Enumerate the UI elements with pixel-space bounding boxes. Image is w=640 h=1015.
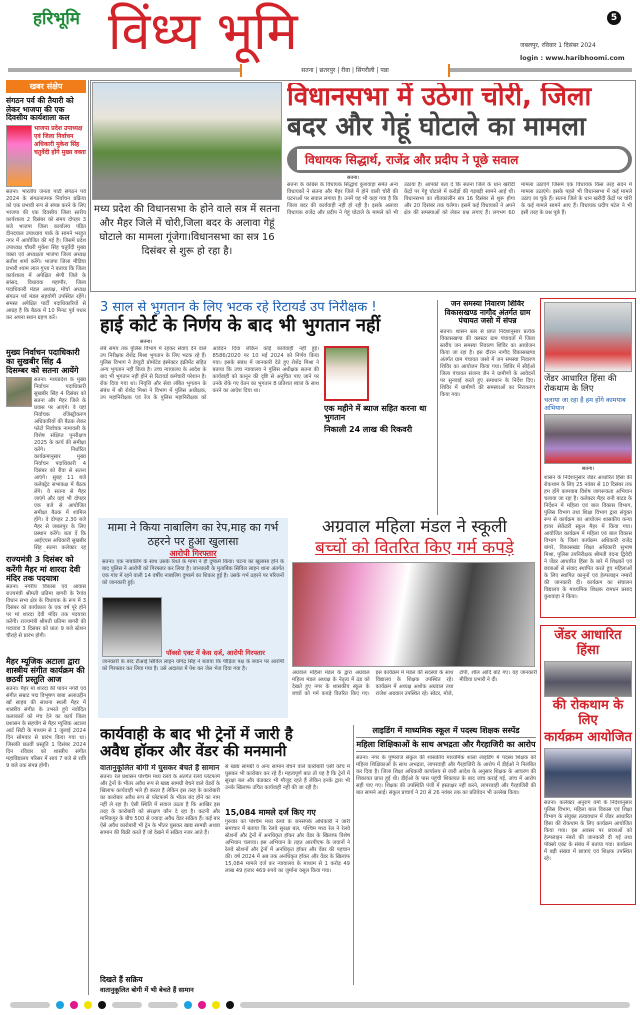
story4-box (540, 298, 636, 618)
story9-headline-1: लाइडिंग में माध्यमिक स्कूल में पदस्थ शिक्षक सस्पेंड (356, 726, 536, 738)
story3 (440, 300, 535, 515)
story8 (100, 726, 350, 994)
story7-caption-2: की रोकथाम के लिए (552, 697, 624, 728)
story3-headline: जन समस्या निवारण शिविर विकासखण्ड नागौद अंतर्गत ग्राम पंचायत जसो में संपन्न (444, 300, 531, 326)
assembly-photo (92, 82, 282, 200)
story6 (292, 517, 537, 720)
story8-subhead: वातानुकूलित बोगी में घुसकर बेचते हैं सामान (100, 763, 220, 772)
meeting-crowd-photo (544, 414, 632, 464)
story7-caption-3: कार्यक्रम आयोजित (544, 729, 632, 745)
brief-headline: मुख्य निर्वाचन पदाधिकारी का सुखबीर सिंह 4 दिसम्बर को सतना आयेंगे (6, 347, 80, 376)
lead-dateline: सतना। (347, 174, 360, 181)
brief-headline: मैहर म्यूजिक अटाला द्वारा शास्त्रीय संगीत कार्यक्रम की छठवीं प्रस्तुति आज (6, 657, 85, 685)
story5-photo (102, 597, 162, 657)
lead-headline-2: बदर और गेहूं घोटाले का मामला (287, 111, 586, 142)
story5-strap: आरोपी गिरफ्तार (169, 549, 217, 558)
story2-kicker: 3 साल से भुगतान के लिए भटक रहे रिटायर्ड उप निरीक्षक ! (100, 300, 377, 315)
column-divider (437, 300, 438, 515)
website-link[interactable]: login : www.haribhoomi.com (520, 54, 625, 62)
story5-subhead: पॉक्सो एक्ट में केस दर्ज, आरोपी गिरफ्तार (166, 648, 265, 657)
story4-dateline: सतना। (581, 466, 595, 472)
story2 (100, 300, 434, 513)
story8-headline-2: अवैध हॉकर और वेंडर की मनमानी (100, 742, 287, 761)
brief-body: सतना। मैहर मां शारदा की पावन नगरी एवं संगीत सम्राट पद्म विभूषण बाबा अलाउद्दीन खॉं साहब की साधना स्थली मैहर में शास्त्रीय संगीत के उभरते हुये नवोदित कलाकारों को मंच देने का कार्य जिला प्रशासन के सहयोग से मैहर म्यूजिक अटाला आर्ट सिटी के माध्यम से 1 जुलाई 2024 दिन सोमवार से प्रारंभ किया गया था। जिसकी छठवीं प्रस्तुति 1 दिसंबर 2024 दिन रविवार को शास्त्रीय संगीत महाविद्यालय परिसर में सायं 7 बजे से रात्रि 9 बजे तक संपन्न होगी। (6, 685, 86, 769)
story9-headline-2: महिला शिक्षिकाओं के साथ अभद्रता और गैरहाजिरी का आरोप (356, 738, 536, 752)
story6-body: अग्रवाल महिला मंडल के द्वारा अग्रवाल महिला मंडल अध्यक्ष के नेतृत्व में ठंड को देखते हुए नगर के शासकीय स्कूल के बच्चों को गर्म कपड़े वितरित किए गए। इस कार्यक्रम में मंडल की सदस्यों के साथ विद्यालय के शिक्षक उपस्थित रहे। कार्यक्रम में अध्यक्ष अशोक अग्रवाल तथा राजेश अग्रवाल उपस्थित रहे। स्वेटर, मोजे, टोपी, शॉल आदि बांटे गए। यह जानकारी मीडिया प्रभारी ने दी। (292, 670, 537, 697)
students-hall-photo (544, 748, 632, 798)
column-divider (353, 725, 354, 985)
story6-headline-1: अग्रवाल महिला मंडल ने स्कूली (322, 517, 507, 537)
story2-subhead: निकाली 24 लाख की रिकवरी (324, 425, 413, 435)
story8-subhead: दिखते हैं सक्रिय (100, 974, 143, 984)
lead-left-column (92, 82, 282, 290)
story9-body: सतना। नगर के पुष्पराज संकुल की शासकीय माध्यमिक शाला लाइडिंग में पदस्थ शिक्षक को महिला शिक्षिकाओं के साथ अभद्रता, लापरवाही और गैरहाजिरी के आरोप में डीईओ ने निलंबित कर दिया है। जिला शिक्षा अधिकारी कार्यालय से जारी आदेश के अनुसार शिक्षक के आचरण की शिकायत प्राप्त हुई थी। डीईओ के पास पहुंची शिकायत के बाद जांच कराई गई, जांच में आरोप सही पाए गए। शिक्षक की उपस्थिति पंजी में हस्ताक्षर नहीं करने, लापरवाही और गैरहाजिरी की बात सामने आई। संकुल प्राचार्य ने 20 से 26 नवंबर तक का प्रतिवेदन भी उल्लेख किया। (356, 755, 536, 797)
story3-body: सतना। शासन स्तर से प्राप्त निर्देशानुसार प्रत्येक विकासखण्ड की क्लस्टर ग्राम पंचायतों में जिला स्तरीय जन समस्या निवारण शिविर का आयोजन किया जा रहा है। इस दौरान नागौद विकासखण्ड अंतर्गत ग्राम पंचायत जसो में जन समस्या निवारण शिविर का आयोजन किया गया। शिविर में सीईओ जिला पंचायत संजना जैन ने ग्रामीणों के आवेदनों पर सुनवाई करते हुए समाधान के निर्देश दिए। शिविर में ग्रामीणों की समस्याओं का निराकरण किया गया। (440, 328, 535, 398)
lead-headline-1: विधानसभा में उठेगा चोरी, जिला (287, 83, 592, 112)
story8-headline-1: कार्यवाही के बाद भी ट्रेनों में जारी है (100, 726, 293, 743)
story2-dateline: सतना। (140, 338, 153, 345)
story8-body: सतना। रेल प्रशासन पश्चिम मध्य रेलवे के अंतर्गत रेलवे प्लेटफार्म और ट्रेनों के भीतर अवैध रूप से खाद्य सामग्री बेचने वाले वेंडरों के खिलाफ कार्यवाही भले ही करता है लेकिन इस तरह के कारोबारी का कारोबार अवैध रूप से प्लेटफार्म के भीतर बंद होने का नाम नहीं ले रहा है। ऐसी स्थिति में सवाल उठता है कि आखिर इस तरह के कारोबारी को संरक्षण कौन दे रहा है। कटनी और मानिकपुर के बीच 500 से ज्यादा अवैध वेंडर सक्रिय हैं। कई बार ऐसे अवैध कारोबारी भी ट्रेन के भीतर घुसकर खाद्य सामग्री अथवा सामान की बिक्री करते हैं जो देखने में सक्रिय नजर आते हैं। (100, 774, 220, 837)
story4-body: शासन के निर्देशानुसार जेंडर आधारित हिंसा की रोकथाम के लिए 25 नवंबर से 10 दिसंबर तक हम होंगे कामयाब विशेष जागरूकता अभियान चलाया जा रहा है। कलेक्टर मैहर रानी बाटड के निर्देशन में महिला एवं बाल विकास विभाग, पुलिस विभाग तथा शिक्षा विभाग द्वारा संयुक्त रूप से कार्यक्रम का आयोजन शासकीय कन्या हायर सेकेंडरी स्कूल मैहर में किया गया। आयोजित कार्यक्रम में महिला एवं बाल विकास विभाग के जिला कार्यक्रम अधिकारी राजेंद्र बांगरे, विकासखंड शिक्षा अधिकारी सुभाष मिश्रा, पुलिस उपनिरीक्षक श्रीमती वंदना द्विवेदी ने जेंडर आधारित हिंसा के बारे में शिक्षकों एवं छात्राओं से संवाद स्थापित करते हुए महिलाओं के लिए स्थापित कानूनों एवं हेल्पलाइन नम्बरों की जानकारी दी। कार्यक्रम का संचालन विद्यालय के माध्यमिक शिक्षक रामधन प्रसाद कुशवाहा ने किया। (544, 475, 632, 600)
story8-subhead: वातानुकूलित बोगी में भी बेचते हैं सामान (100, 985, 194, 994)
brief-body: सतना। नगरीय विकास एवं आवास राज्यमंत्री श्रीमती प्रतिमा बागरी के रैगांव विधान सभा क्षेत्र के विधायक के रूप में 3 दिसंबर को कार्यकाल के एक वर्ष पूरे होने पर मां शारदा देवी मंदिर तक पदयात्रा करेंगी। राज्यमंत्री श्रीमती प्रतिमा बागरी की पदयात्रा 3 दिसंबर को प्रातः 9 बजे स्टेशन चौराहे से प्रारंभ होगी। (6, 584, 86, 639)
print-registration-marks (10, 1000, 630, 1010)
section-strip (240, 64, 450, 77)
story7-body: सतना। कलेक्टर अनुराग वर्मा के निर्देशानुसार पुलिस विभाग, महिला बाल विकास एवं शिक्षा विभाग के संयुक्त तत्वावधान में जेंडर आधारित हिंसा की रोकथाम के लिए कार्यक्रम आयोजित किया गया। इस अवसर पर छात्राओं को हेल्पलाइन नंबरों की जानकारी दी गई तथा पॉक्सो एक्ट के संबंध में बताया गया। कार्यक्रम में बड़ी संख्या में छात्राएं एवं शिक्षक उपस्थित रहे। (544, 799, 632, 862)
brief-headline: राज्यमंत्री 3 दिसंबर को करेंगी मैहर मां शारदा देवी मंदिर तक पदयात्रा (6, 555, 81, 583)
edition-date: जबलपुर, रविवार 1 दिसंबर 2024 (520, 42, 596, 49)
story4-photo (544, 302, 632, 372)
retired-officer-photo (324, 346, 369, 401)
brief-body: सतना। मध्यप्रदेश के मुख्य निर्वाचन पदाधिकारी सुखबीर सिंह 4 दिसंबर को सतना और मैहर जिले के प्रवास पर आएंगे। वे यहां निर्वाचक रजिस्ट्रीकरण अधिकारियों की बैठक लेकर फोटो निर्वाचक नामावली के विशेष संक्षिप्त पुनरीक्षण 2025 के कार्य की समीक्षा करेंगे। निर्धारित कार्यक्रमानुसार मुख्य निर्वाचन पदाधिकारी 4 दिसंबर को रीवा से सतना आएंगे। सुबह 11 बजे कलेक्ट्रेट सभाकक्ष में बैठक लेंगे। वे सतना से मैहर जाएंगे और वहां भी दोपहर एक बजे से आयोजित समीक्षा बैठक में शामिल होंगे। वे दोपहर 2.30 बजे मैहर से जबलपुर के लिए प्रस्थान करेंगे। बता दें कि आईएएस अधिकारी सुखबीर सिंह सतना कलेक्टर रह (34, 377, 86, 552)
story2-headline: हाई कोर्ट के निर्णय के बाद भी भुगतान नहीं (100, 315, 381, 336)
story5-body: सतना। एक नाबालिग के साथ उसके रिश्ते के मामा ने ही दुष्कर्म किया। घटना का खुलासा होने के बाद पुलिस ने आरोपी को गिरफ्तार कर लिया है। जानकारी के मुताबिक सिविल लाइन थाना अंतर्गत एक गांव में रहने वाली 14 वर्षीय नाबालिग दुष्कर्म का शिकार हुई है। उसके गर्भ ठहरने पर परिजनों को जानकारी हुई। (102, 559, 284, 587)
story7-box (540, 625, 636, 905)
column-divider (88, 80, 89, 995)
clothes-distribution-photo (292, 562, 535, 667)
brief-body: सतना। भारतीय जनता पार्टी संगठन पर्व 2024 के संगठनात्मक निर्वाचन प्रक्रिया को एक प्रभावी रूप से संपन्न करने के लिए भाजपा की एक दिवसीय जिला स्तरीय कार्यशाला 2 दिसंबर को समय दोपहर 3 बजे भाजपा जिला कार्यालय पंडित दीनदयाल उपाध्याय पार्क के सामने भरहुत नगर में आयोजित की गई है। जिसमें प्रदेश उपाध्यक्ष चौधरी मुकेश सिंह चतुर्वेदी मुख्य वक्ता एवं अध्यक्षता भाजपा जिला अध्यक्ष सतीश शर्मा करेंगे। भाजपा जिला मीडिया प्रभारी श्याम लाल गुप्ता ने बताया कि जिला कार्यशाला में अपेक्षित श्रेणी जिले के सांसद, विधायक महापौर, जिला पदाधिकारी मंडल अध्यक्ष, मोर्चा अध्यक्ष संगठन पर्व मंडल सहयोगी उपस्थित रहेंगे। समस्त अपेक्षित पार्टी पदाधिकारियों से आग्रह है कि बैठक में 10 मिनट पूर्व पधार कर अपना स्थान ग्रहण करें। (6, 188, 86, 321)
story9 (356, 726, 536, 991)
story5-headline: मामा ने किया नाबालिग का रेप,माह का गर्भ ठहरने पर हुआ खुलासा (107, 521, 279, 548)
page-number: 5 (607, 11, 621, 25)
story7-caption-1: जेंडर आधारित हिंसा (554, 628, 622, 658)
story7-top-photo (544, 661, 632, 697)
lead-strap (287, 146, 632, 173)
lead-body: सतना के कांग्रेस के विधायक सिद्धार्थ कुशवाहा समेत अन्य विधायकों ने सतना और मैहर जिले में होने वाली चोरी की घटनाओं पर सवाल लगाया है। उनमें यह भी कहा गया है कि जिला बदर की कार्यवाही नहीं हो रही है। इसके अलावा विधायक राजेंद्र और प्रदीप ने गेहूं घोटाले के मामले को भी उठाया है। आपको बता दें कि सतना जिले के धान खरीदी केंद्रों पर गेहूं घोटाले में करोड़ों की गड़बड़ी सामने आई थी। विधानसभा का शीतकालीन सत्र 16 दिसंबर से शुरू होगा और 20 दिसंबर तक चलेगा। इसमें कई विधायकों ने अपने क्षेत्र की समस्याओं को लेकर प्रश्न लगाए हैं। लगभग 60 मामला उठाएंगे जिसमें एक विधायक किस तरह सदन में मामला उठाएंगे। इसके पहले भी विधानसभा में कई मामले उठाए जा चुके हैं। सतना जिले के धान खरीदी केंद्रों पर चोरी के कई मामले सामने आए हैं। विधायक प्रदीप पटेल ने भी इसी तरह के प्रश्न पूछे हैं। (287, 181, 632, 216)
edition-title: विंध्य भूमि (108, 2, 298, 62)
lead-caption: मध्य प्रदेश की विधानसभा के होने वाले सत्र में सतना और मैहर जिले में चोरी,जिला बदर के अलावा गेहूं घोटाले का मामला गूंजेगा।विधानसभा का सत्र 16 दिसंबर से शुरू हो रहा है। (94, 204, 280, 257)
story5-caption: जानकारी के बाद टीआई सिविल लाइन योगेंद्र सिंह ने बताया कि पीड़िता पक्ष के बयान पर आरोपी को गिरफ्तार कर लिया गया है। उसे अदालत में पेश कर जेल भेज दिया गया है। (102, 659, 284, 673)
story5-box (98, 518, 288, 718)
section-links[interactable]: सतना | छतरपुर | रीवा | सिंगरौली | पन्ना (301, 67, 389, 74)
lead-right-column (287, 83, 632, 290)
news-brief-sidebar (6, 80, 86, 995)
brief-subhead: भाजपा प्रदेश उपाध्यक्ष एवं जिला निर्वाचन अधिकारी मुकेश सिंह चतुर्वेदी होंगे मुख्य वक्ता (34, 124, 86, 156)
story8-body: गुरुवार को पश्चिम मध्य रेलवे के जनसंपर्क अधिकारी ने जारी समाचार में बताया कि रेलवे सुरक्षा बल, पश्चिम मध्य रेल ने रेलवे स्टेशनों और ट्रेनों में अनधिकृत हॉकर और वेंडर के खिलाफ विशेष अभियान चलाया। इस अभियान के तहत आरपीएफ के जवानों ने रेलवे स्टेशनों और ट्रेनों में अनधिकृत हॉकर और वेंडर की पहचान की। वर्ष 2024 में अब तक अनधिकृत हॉकर और वेंडर के खिलाफ 15,084 मामले दर्ज कर न्यायालय के माध्यम से 1 करोड़ 49 लाख 49 हजार 469 रुपये का जुर्माना वसूल किया गया। (225, 818, 350, 874)
news-brief-tab: खबर संक्षेप (6, 80, 86, 93)
story6-headline-2: बच्चों को वितरित किए गर्म कपड़े (315, 538, 514, 558)
brief-photo (6, 125, 32, 187)
story4-caption-2: चलाया जा रहा है हम होंगे कामयाब अभियान (544, 396, 626, 412)
story8-body: से खाद्य सामग्री व अन्य सामान बेचने वाले कारोबारी एसी कोच में घुसकर भी कारोबार कर रहे हैं। महत्वपूर्ण बात तो यह है कि ट्रेनों में सुरक्षा बल और कंडक्टर भी मौजूद रहते हैं लेकिन इनके द्वारा भी उनके खिलाफ उचित कार्यवाही नहीं की जा रही है। (225, 763, 350, 791)
story2-body: लंबे समय तक पुलिस विभाग में रहकर सेवाएं देने वाले उप निरीक्षक रोशेंद्र मिश्रा भुगतान के लिए भटक रहे हैं। पुलिस विभाग ने डेप्युटी प्रोमोटेड इंस्पेक्टर इंक्रीमेंट सहित अन्य भुगतान नहीं किया है। उच्च न्यायालय के आदेश के बाद भी भुगतान नहीं होने से रिटायर्ड कर्मचारी परेशान है। रोक दिया गया था। निवृत्ति और सेवा लंबित भुगतान के संबंध में श्री रोशेंद्र मिश्रा ने विभाग में पुलिस अधीक्षक, उप महानिरीक्षक एवं रेंज के पुलिस महानिरीक्षक को आवेदन दिया लेकिन कोई कार्यवाही नहीं हुई। 8586/2020 पर 10 मई 2024 को निर्णय किया गया। इसके संबंध में जानकारी देते हुए रोशेंद्र मिश्रा ने बताया कि उच्च न्यायालय ने पुलिस अधीक्षक सतना की कार्यवाही को कानून की दृष्टि से अनुचित पाए जाने पर उनके रोके गए वेतन का भुगतान 8 प्रतिशत ब्याज के साथ करने का आदेश दिया था। (100, 345, 319, 401)
lead-strap-text: विधायक सिद्धार्थ, राजेंद्र और प्रदीप ने पूछे सवाल (297, 149, 628, 170)
brief-photo (6, 377, 32, 407)
brand-logo: हरिभूमि (33, 9, 80, 29)
story4-caption-1: जेंडर आधारित हिंसा की रोकथाम के लिए (544, 374, 617, 394)
story8-subhead: 15,084 मामले दर्ज किए गए (225, 807, 316, 817)
story2-subhead: एक महीने में ब्याज सहित करना था भुगतान (324, 403, 427, 422)
brief-headline: संगठन पर्व की तैयारी को लेकर भाजपा की एक दिवसीय कार्यशाला कल (6, 96, 74, 123)
